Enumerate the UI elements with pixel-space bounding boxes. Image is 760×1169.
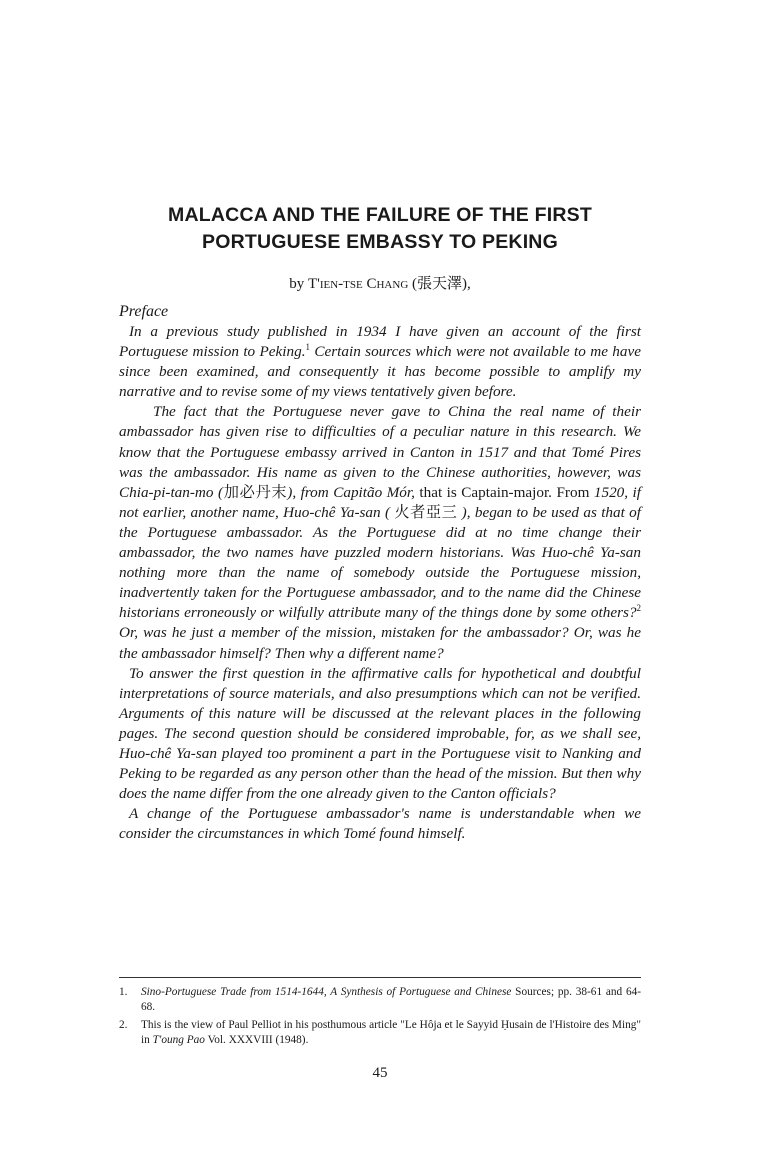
paragraph-2-text-b: ), from Capitão Mór,	[287, 483, 420, 501]
byline	[0, 272, 760, 293]
paragraph-2-roman-text: that is Captain-major. From	[419, 483, 590, 501]
paragraph-2-text-e: Or, was he just a member of the mission, mistaken for the ambassador? Or, was he the ambassador himself? Then why a different name?	[119, 624, 641, 662]
page-number: 45	[372, 1065, 388, 1081]
footnote-2-text-b: Vol. XXXVIII (1948).	[204, 1034, 309, 1046]
article-title-line-1: MALACCA AND THE FAILURE OF THE FIRST	[168, 204, 592, 226]
section-heading: Preface	[119, 303, 169, 320]
footnote-2-italic: T'oung Pao	[152, 1034, 205, 1046]
paragraph-2-text-c: 1520, if not earlier, another name, Huo-chê Ya-san (	[119, 483, 641, 521]
byline-by: by	[289, 276, 305, 292]
footnote-1	[119, 985, 641, 1015]
paragraph-2	[119, 402, 641, 663]
paragraph-1	[119, 322, 641, 402]
paragraph-2-text-a: The fact that the Portuguese never gave to China the real name of their ambassador has given rise to difficulties of a peculiar nature in this research. We know that the Portuguese embassy arrived in Canton in 1517 and that Tomé Pires was the ambassador. His name as given to the Chinese authorities, however, was Chia-pi-tan-mo (	[119, 403, 641, 501]
author-name: T'ien-tse Chang	[307, 276, 409, 292]
paragraph-4: A change of the Portuguese ambassador's name is understandable when we consider the circumstances in which Tomé found himself.	[119, 805, 641, 843]
body-text	[119, 322, 641, 844]
footnote-2-text-a: This is the view of Paul Pelliot in his posthumous article "Le Hôja et le Sayyid Ḥusain de l'Histoire des Ming" in	[141, 1019, 641, 1046]
footnote-ref-2[interactable]: 2	[636, 603, 641, 614]
footnote-2	[119, 1018, 641, 1048]
footnote-ref-1[interactable]: 1	[305, 342, 310, 353]
footnotes	[119, 985, 641, 1051]
footnote-2-number: 2.	[119, 1019, 128, 1031]
paragraph-2-text-d: ), began to be used as that of the Portuguese ambassador. As the Portuguese did at no time change their ambassador, the two names have puzzled modern historians. Was Huo-chê Ya-san nothing more than the name of somebody outside the Portuguese mission, inadvertently taken for the Portuguese ambassador, and to the name did the Chinese historians erroneously or wilfully attribute many of the things done by some others?	[119, 503, 641, 622]
paragraph-1-text-a: In a previous study published in 1934 I have given an account of the first Portuguese mission to Peking.	[119, 323, 641, 361]
footnote-1-number: 1.	[119, 986, 128, 998]
paragraph-1-text-b: Certain sources which were not available to me have since been examined, and consequently it has become possible to amplify my narrative and to revise some of my views tentatively given before.	[119, 343, 641, 401]
footnote-1-text: Sources; pp. 38-61 and 64-68.	[141, 986, 641, 1013]
chinese-name-huo-che-ya-san: 火者亞三	[394, 503, 458, 521]
author-chinese-name: (張天澤),	[412, 276, 471, 292]
footnote-divider	[119, 977, 641, 978]
paragraph-3: To answer the first question in the affirmative calls for hypothetical and doubtful interpretations of source materials, and also presumptions which can not be verified. Arguments of this nature will be discussed at the relevant places in the following pages. The second question should be considered improbable, for, as we shall see, Huo-chê Ya-san played too prominent a part in the Portuguese visit to Nanking and Peking to be regarded as any person other than the head of the mission. But then why does the name differ from the one already given to the Canton officials?	[119, 664, 641, 803]
article-title-line-2: PORTUGUESE EMBASSY TO PEKING	[202, 231, 558, 253]
footnote-1-italic: Sino-Portuguese Trade from 1514-1644, A Synthesis of Portuguese and Chinese	[141, 986, 512, 998]
chinese-name-chia-pi-tan-mo: 加必丹末	[223, 483, 288, 501]
